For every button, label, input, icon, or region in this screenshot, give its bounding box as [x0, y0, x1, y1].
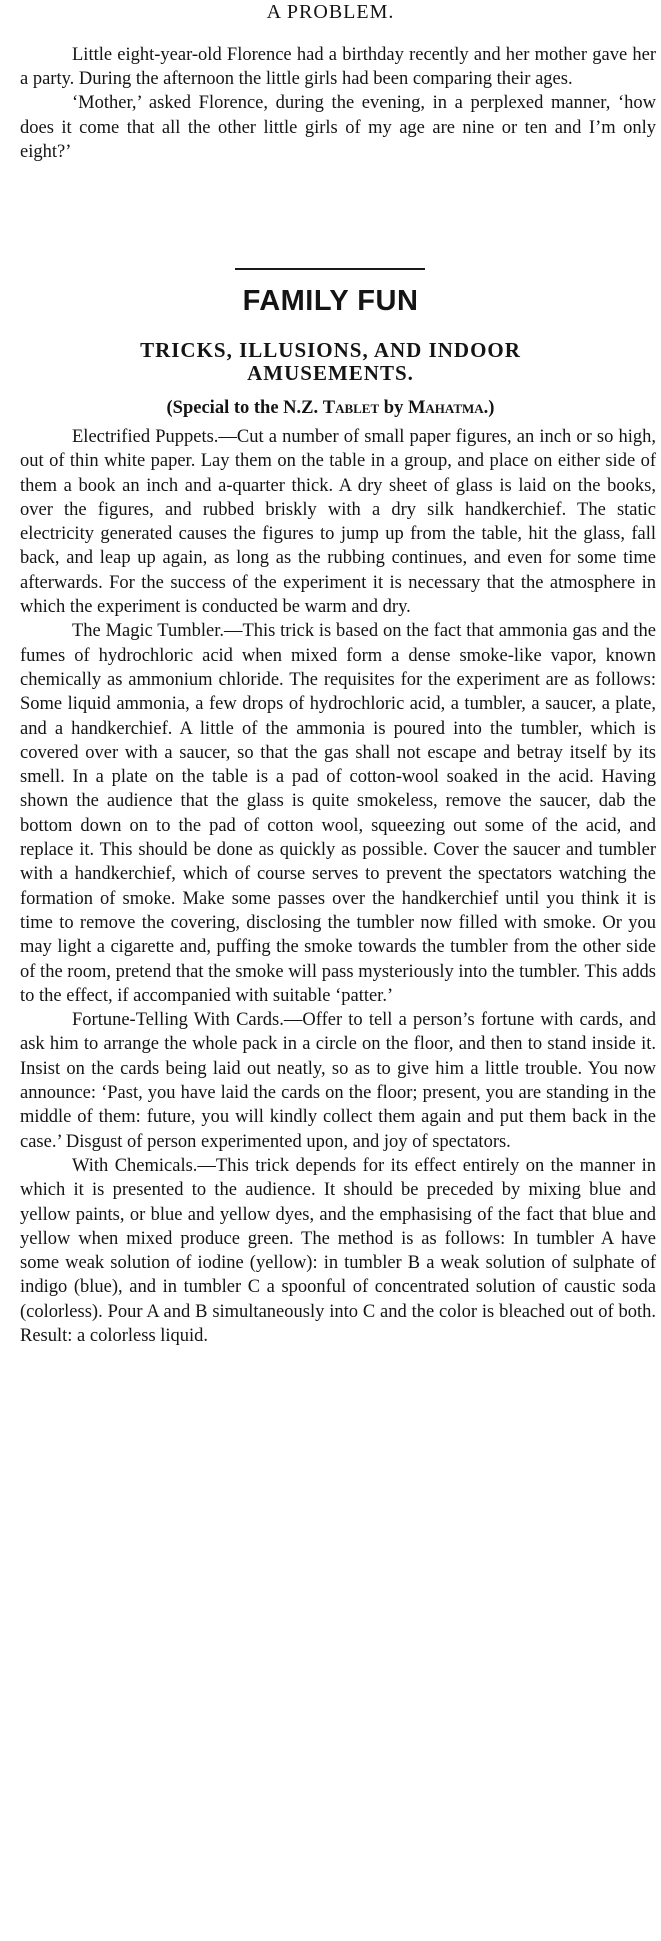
byline-paper: Tablet — [322, 398, 380, 418]
byline-author: Mahatma — [407, 398, 484, 418]
byline-prefix: (Special to the N.Z. — [166, 398, 323, 418]
article-magic-tumbler: The Magic Tumbler.—This trick is based on the fact that ammonia gas and the fumes of hydrochloric acid when mixed form a dense smoke-like vapor, known chemically as ammonium chloride. The requisites for the experiment are as follows: Some liquid ammonia, a few drops of hydrochloric acid, a tumbler, a saucer, a plate, and a handkerchief. A little of the ammonia is poured into the tumbler, which is covered over with a saucer, so that the gas shall not escape and betray itself by its smell. In a plate on the table is a pad of cotton-wool soaked in the acid. Having shown the audience that the glass is quite smokeless, remove the saucer, dab the bottom down on to the pad of cotton wool, squeezing out some of the acid, and replace it. This should be done as quickly as possible. Cover the saucer and tumbler with a handkerchief, which of course serves to prevent the spectators watching the formation of smoke. Make some passes over the handkerchief until you think it is time to remove the covering, disclosing the tumbler now filled with smoke. Or you may light a cigarette and, puffing the smoke towards the tumbler from the other side of the room, pretend that the smoke will pass mysteriously into the tumbler. This adds to the effect, if accompanied with suitable ‘patter.’ — [20, 621, 656, 1006]
article-electrified-puppets: Electrified Puppets.—Cut a number of small paper figures, an inch or so high, out of thin white paper. Lay them on the table in a group, and place on either side of them a book an inch and a-quarter thick. A dry sheet of glass is laid on the books, over the figures, and rubbed briskly with a dry silk handkerchief. The static electricity generated causes the figures to jump up from the table, hit the glass, fall back, and leap up again, as long as the rubbing continues, and even for some time afterwards. For the success of the experiment it is necessary that the atmosphere in which the experiment is conducted be warm and dry. — [20, 427, 656, 618]
problem-article — [20, 43, 656, 164]
feature-byline — [0, 396, 661, 420]
byline-suffix: .) — [483, 398, 495, 418]
feature-subtitle: TRICKS, ILLUSIONS, AND INDOOR AMUSEMENTS. — [140, 338, 521, 385]
feature-body — [20, 425, 656, 1348]
section-divider — [235, 268, 425, 270]
feature-heading: FAMILY FUN — [242, 285, 419, 317]
article-with-chemicals: With Chemicals.—This trick depends for its effect entirely on the manner in which it is presented to the audience. It should be preceded by mixing blue and yellow paints, or blue and yellow dyes, and the emphasising of the fact that blue and yellow when mixed produce green. The method is as follows: In tumbler A have some weak solution of iodine (yellow): in tumbler B a weak solution of sulphate of indigo (blue), and in tumbler C a spoonful of concentrated solution of caustic soda (colorless). Pour A and B simultaneously into C and the color is bleached out of both. Result: a colorless liquid. — [20, 1155, 656, 1346]
byline-mid: by — [379, 398, 408, 418]
problem-paragraph: Little eight-year-old Florence had a birthday recently and her mother gave her a party. During the afternoon the little girls had been comparing their ages. — [20, 45, 656, 90]
problem-title: A PROBLEM. — [266, 1, 395, 23]
article-fortune-telling: Fortune-Telling With Cards.—Offer to tell a person’s fortune with cards, and ask him to arrange the whole pack in a circle on the floor, and then to stand inside it. Insist on the cards being laid out neatly, so as to give him a little trouble. You now announce: ‘Past, you have laid the cards on the floor; present, you are standing in the middle of them: future, you will kindly collect them again and put them back in the case.’ Disgust of person experimented upon, and joy of spectators. — [20, 1010, 656, 1152]
problem-paragraph: ‘Mother,’ asked Florence, during the evening, in a perplexed manner, ‘how does it come that all the other little girls of my age are nine or ten and I’m only eight?’ — [20, 93, 656, 162]
